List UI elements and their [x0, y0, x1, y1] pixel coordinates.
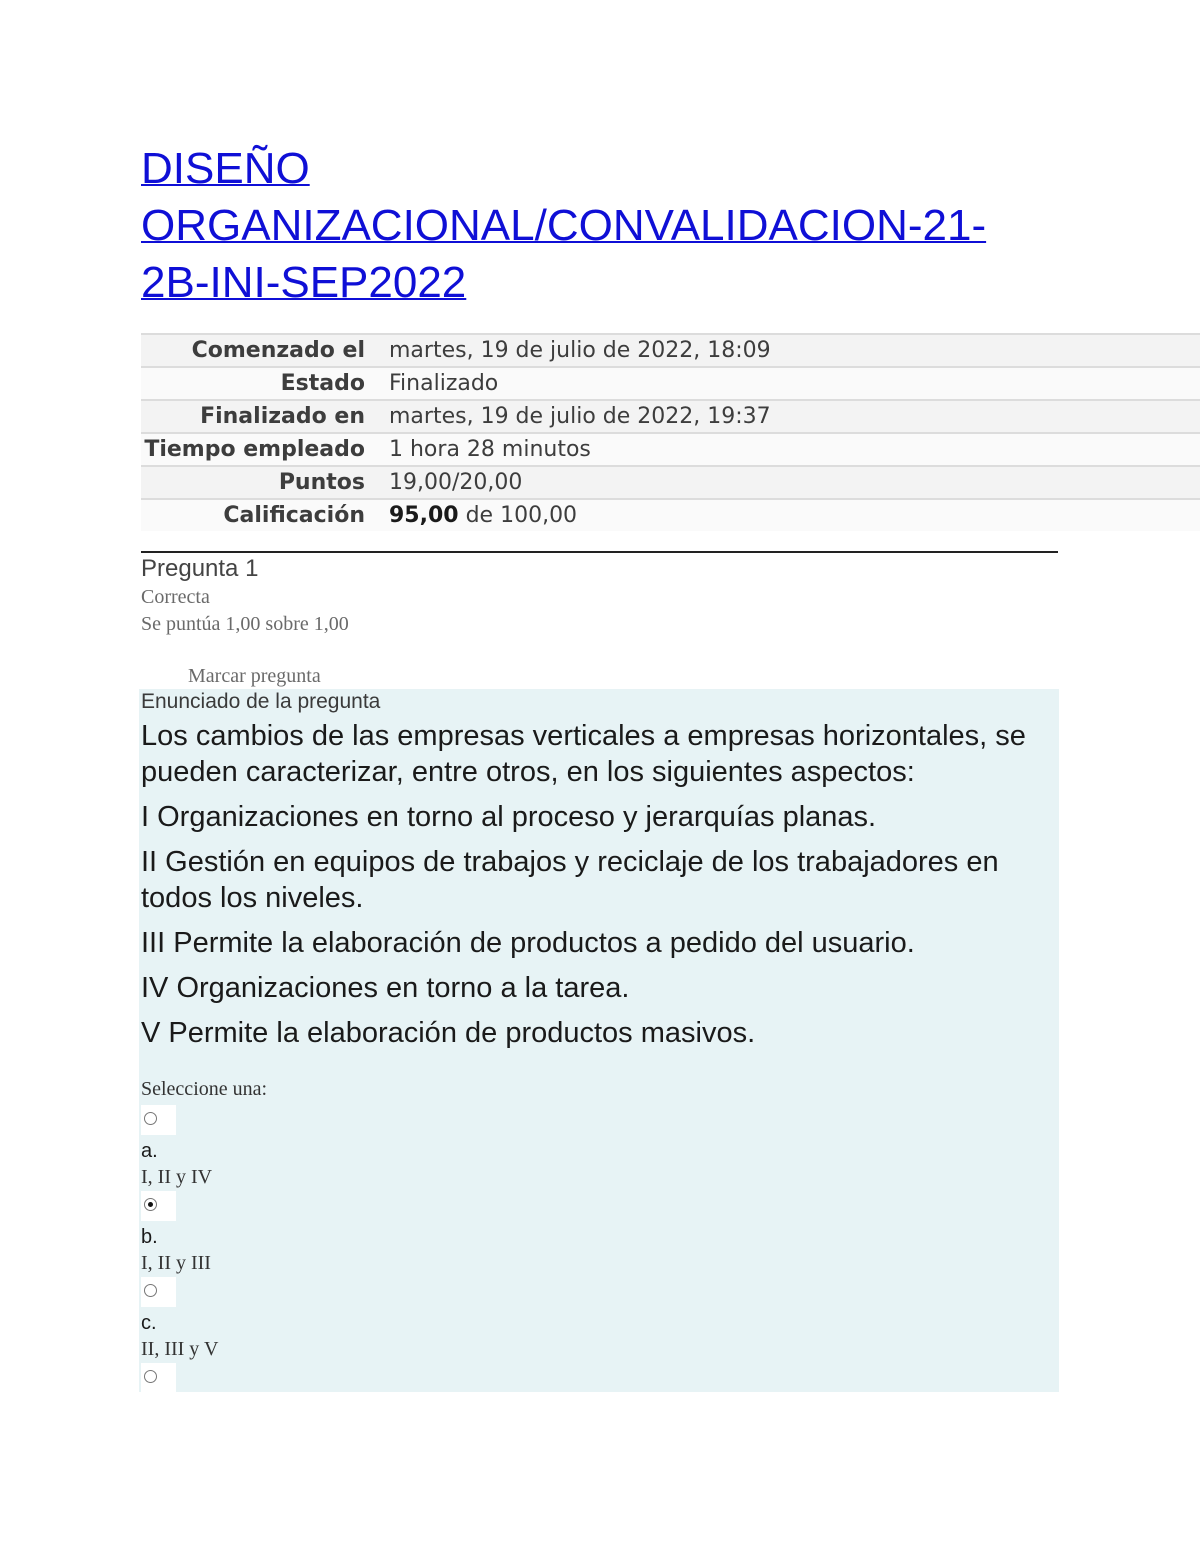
- option-c-label[interactable]: II, III y V: [141, 1338, 219, 1360]
- radio-button-d[interactable]: [144, 1370, 157, 1383]
- option-c-letter: c.: [141, 1312, 157, 1334]
- summary-label: Comenzado el: [141, 334, 375, 367]
- attempt-summary-table: [141, 333, 1200, 531]
- radio-button-a[interactable]: [144, 1112, 157, 1125]
- question-paragraph: V Permite la elaboración de productos masivos.: [141, 1017, 756, 1049]
- grade-total: de 100,00: [458, 503, 578, 528]
- summary-row-grade: [141, 499, 1200, 531]
- option-a-letter: a.: [141, 1140, 158, 1162]
- option-c-radio-cell[interactable]: [141, 1277, 176, 1307]
- flag-question-link[interactable]: Marcar pregunta: [188, 665, 321, 687]
- question-paragraph: II Gestión en equipos de trabajos y reciclaje de los trabajadores en todos los niveles.: [141, 846, 999, 914]
- summary-label: Tiempo empleado: [141, 433, 375, 466]
- divider: [141, 551, 1058, 553]
- radio-button-c[interactable]: [144, 1284, 157, 1297]
- summary-row-points: [141, 466, 1200, 499]
- option-a-radio-cell[interactable]: [141, 1105, 176, 1135]
- summary-value: Finalizado: [375, 367, 1200, 400]
- summary-label: Finalizado en: [141, 400, 375, 433]
- option-a-label[interactable]: I, II y IV: [141, 1166, 213, 1188]
- summary-row-state: [141, 367, 1200, 400]
- question-info: [141, 554, 349, 638]
- option-b-label[interactable]: I, II y III: [141, 1252, 211, 1274]
- summary-label: Estado: [141, 367, 375, 400]
- summary-label: Puntos: [141, 466, 375, 499]
- grade-value: 95,00: [389, 503, 459, 528]
- summary-value: 19,00/20,00: [375, 466, 1200, 499]
- question-paragraph: IV Organizaciones en torno a la tarea.: [141, 972, 630, 1004]
- question-heading: Enunciado de la pregunta: [141, 690, 381, 713]
- summary-label: Calificación: [141, 499, 375, 531]
- summary-value: 1 hora 28 minutos: [375, 433, 1200, 466]
- question-paragraph: Los cambios de las empresas verticales a empresas horizontales, se pueden caracterizar, entre otros, en los siguientes aspectos:: [141, 720, 1026, 788]
- summary-value: martes, 19 de julio de 2022, 18:09: [375, 334, 1200, 367]
- answer-prompt: Seleccione una:: [141, 1078, 268, 1100]
- question-text: [141, 718, 1046, 1060]
- summary-row-time-taken: [141, 433, 1200, 466]
- summary-value: martes, 19 de julio de 2022, 19:37: [375, 400, 1200, 433]
- question-grade: Se puntúa 1,00 sobre 1,00: [141, 613, 349, 635]
- question-paragraph: I Organizaciones en torno al proceso y jerarquías planas.: [141, 801, 877, 833]
- option-b-letter: b.: [141, 1226, 158, 1248]
- question-number: Pregunta 1: [141, 555, 259, 582]
- question-state: Correcta: [141, 586, 210, 608]
- summary-value: [375, 499, 1200, 531]
- question-paragraph: III Permite la elaboración de productos a pedido del usuario.: [141, 927, 915, 959]
- answer-options: [141, 1105, 541, 1393]
- option-b-radio-cell[interactable]: [141, 1191, 176, 1221]
- summary-row-finished: [141, 400, 1200, 433]
- summary-row-started: [141, 334, 1200, 367]
- option-d-radio-cell[interactable]: [141, 1363, 176, 1393]
- radio-button-b[interactable]: [144, 1198, 157, 1211]
- course-title-link[interactable]: DISEÑO ORGANIZACIONAL/CONVALIDACION-21-2B-INI-SEP2022: [141, 144, 987, 307]
